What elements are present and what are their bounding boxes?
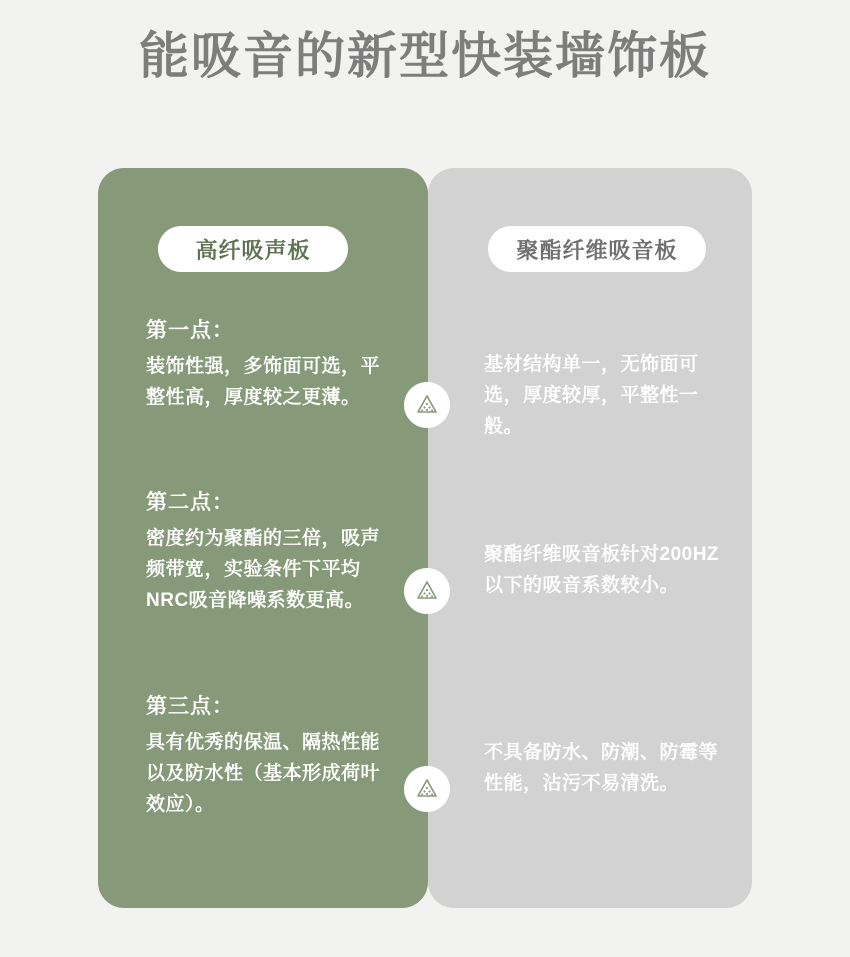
left-row-3-heading: 第三点： — [146, 695, 234, 718]
acoustic-panel-icon — [404, 766, 450, 812]
left-panel-title-pill — [158, 226, 348, 272]
page-title: 能吸音的新型快装墙饰板 — [139, 28, 711, 84]
left-row-3 — [146, 690, 396, 820]
left-row-2 — [146, 486, 396, 616]
right-row-3-body: 不具备防水、防潮、防霉等性能，沾污不易清洗。 — [484, 742, 719, 794]
left-row-1-heading: 第一点： — [146, 319, 234, 342]
right-row-1-body: 基材结构单一，无饰面可选，厚度较厚，平整性一般。 — [484, 354, 699, 437]
comparison-section — [98, 168, 752, 908]
right-row-3 — [484, 738, 730, 800]
left-panel-title-label: 高纤吸声板 — [195, 237, 311, 263]
right-panel-title-label: 聚酯纤维吸音板 — [516, 237, 678, 263]
left-row-1 — [146, 314, 396, 414]
right-row-2 — [484, 540, 730, 602]
right-panel-title-pill — [488, 226, 706, 272]
acoustic-panel-icon — [404, 568, 450, 614]
left-row-2-heading: 第二点： — [146, 491, 234, 514]
left-row-1-body: 装饰性强，多饰面可选，平整性高，厚度较之更薄。 — [146, 356, 381, 408]
right-row-1 — [484, 350, 730, 442]
acoustic-panel-icon — [404, 382, 450, 428]
left-row-3-body: 具有优秀的保温、隔热性能以及防水性（基本形成荷叶效应）。 — [146, 732, 381, 815]
right-row-2-body: 聚酯纤维吸音板针对200HZ以下的吸音系数较小。 — [484, 544, 720, 596]
left-row-2-body: 密度约为聚酯的三倍，吸声频带宽，实验条件下平均NRC吸音降噪系数更高。 — [146, 528, 381, 611]
